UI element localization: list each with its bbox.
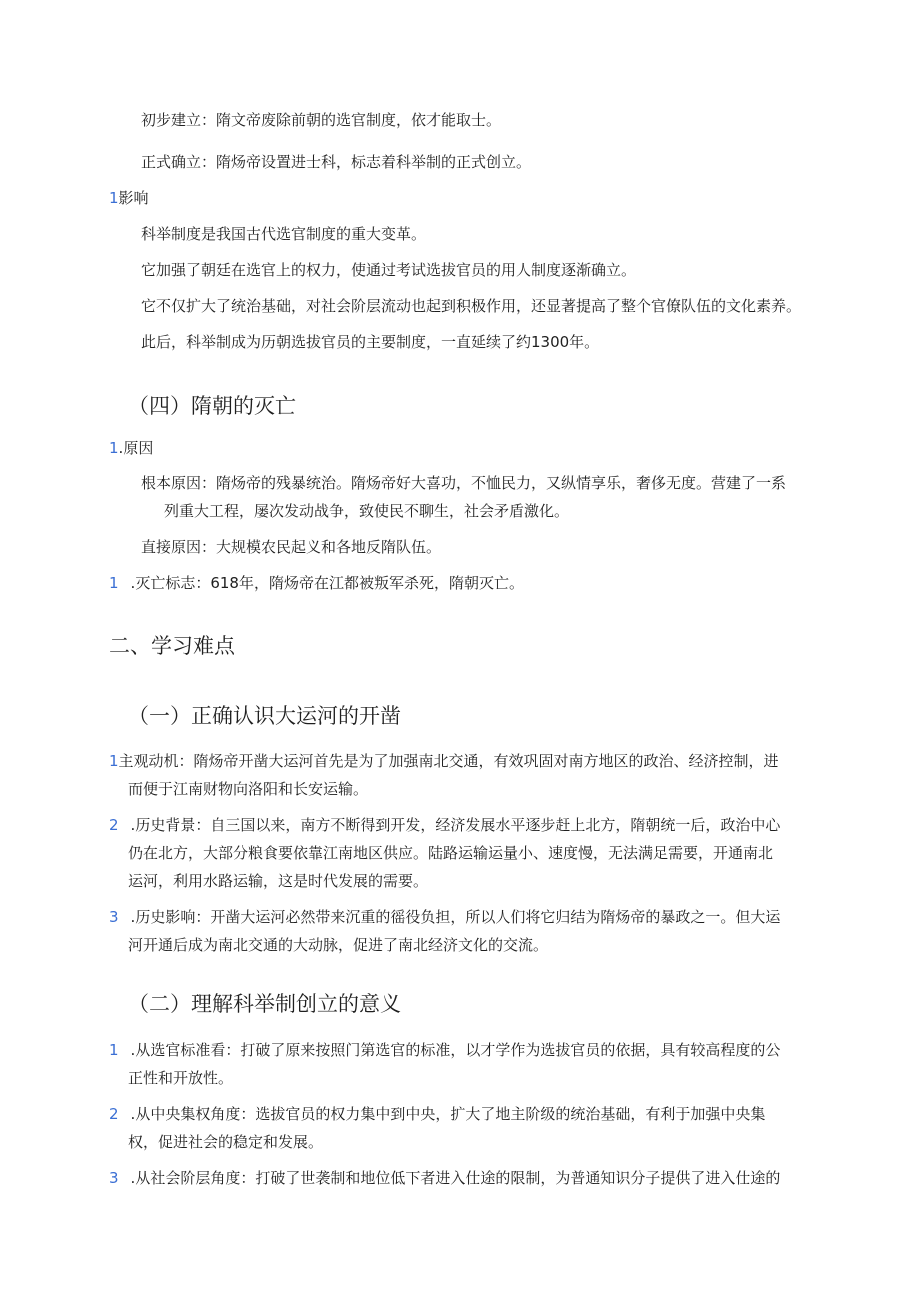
list-number: 2: [109, 816, 119, 834]
influence-paragraph-3: 它不仅扩大了统治基础，对社会阶层流动也起到积极作用，还显著提高了整个官僚队伍的文化素养。: [141, 297, 802, 315]
list-number: 2: [109, 1105, 119, 1123]
canal-item-3-line-2: 河开通后成为南北交通的大动脉，促进了南北经济文化的交流。: [128, 936, 549, 954]
canal-item-1-text: 主观动机：隋炀帝开凿大运河首先是为了加强南北交通，有效巩固对南方地区的政治、经济控制，进: [118, 752, 779, 770]
influence-paragraph-2: 它加强了朝廷在选官上的权力，使通过考试选拔官员的用人制度逐渐确立。: [141, 261, 637, 279]
cause-heading: [109, 438, 153, 458]
exam-item-2-line-2: 权，促进社会的稳定和发展。: [128, 1133, 324, 1151]
intro-line-1: 初步建立：隋文帝废除前朝的选官制度，依才能取士。: [141, 111, 502, 129]
subsection-heading-imperial-exam: （二）理解科举制创立的意义: [128, 992, 401, 1016]
root-cause-line-2: 列重大工程，屡次发动战争，致使民不聊生，社会矛盾激化。: [164, 502, 570, 520]
list-number: 1: [109, 574, 119, 592]
list-number: 3: [109, 908, 119, 926]
list-number: 3: [109, 1169, 119, 1187]
influence-paragraph-1: 科举制度是我国古代选官制度的重大变革。: [141, 225, 427, 243]
exam-item-1-line-1: [109, 1040, 780, 1060]
list-number: 1: [109, 752, 119, 770]
canal-item-2-line-2: 仍在北方，大部分粮食要依靠江南地区供应。陆路运输运量小、速度慢，无法满足需要，开通南北: [128, 844, 774, 862]
influence-label: 影响: [118, 189, 149, 207]
fall-marker: [109, 573, 524, 593]
list-number: 1: [109, 189, 119, 207]
canal-item-2-line-3: 运河，利用水路运输，这是时代发展的需要。: [128, 872, 429, 890]
canal-item-3-text: .历史影响：开凿大运河必然带来沉重的徭役负担，所以人们将它归结为隋炀帝的暴政之一。但大运: [130, 908, 781, 926]
canal-item-2-text: .历史背景：自三国以来，南方不断得到开发，经济发展水平逐步赶上北方，隋朝统一后，政治中心: [130, 816, 781, 834]
exam-item-1-text: .从选官标准看：打破了原来按照门第选官的标准，以才学作为选拔官员的依据，具有较高程度的公: [130, 1041, 781, 1059]
exam-item-3-line-1: [109, 1168, 780, 1188]
cause-label: .原因: [118, 439, 154, 457]
canal-item-3-line-1: [109, 907, 780, 927]
exam-item-2-text: .从中央集权角度：选拔官员的权力集中到中央，扩大了地主阶级的统治基础，有利于加强中央集: [130, 1105, 766, 1123]
section-heading-fall-of-sui: （四）隋朝的灭亡: [128, 394, 296, 418]
direct-cause: 直接原因：大规模农民起义和各地反隋队伍。: [141, 538, 442, 556]
list-number: 1: [109, 439, 119, 457]
influence-heading: [109, 188, 149, 208]
exam-item-3-text: .从社会阶层角度：打破了世袭制和地位低下者进入仕途的限制，为普通知识分子提供了进入仕途的: [130, 1169, 781, 1187]
canal-item-2-line-1: [109, 815, 780, 835]
list-number: 1: [109, 1041, 119, 1059]
exam-item-1-line-2: 正性和开放性。: [128, 1069, 234, 1087]
subsection-heading-grand-canal: （一）正确认识大运河的开凿: [128, 704, 401, 728]
part-heading-difficulties: 二、学习难点: [109, 634, 235, 658]
fall-marker-text: .灭亡标志：618年，隋炀帝在江都被叛军杀死，隋朝灭亡。: [130, 574, 524, 592]
root-cause-line-1: 根本原因：隋炀帝的残暴统治。隋炀帝好大喜功，不恤民力，又纵情享乐，奢侈无度。营建了一系: [141, 474, 787, 492]
canal-item-1-line-2: 而便于江南财物向洛阳和长安运输。: [128, 780, 369, 798]
intro-line-2: 正式确立：隋炀帝设置进士科，标志着科举制的正式创立。: [141, 153, 532, 171]
exam-item-2-line-1: [109, 1104, 765, 1124]
canal-item-1-line-1: [109, 751, 779, 771]
influence-paragraph-4: 此后，科举制成为历朝选拔官员的主要制度，一直延续了约1300年。: [141, 333, 600, 351]
